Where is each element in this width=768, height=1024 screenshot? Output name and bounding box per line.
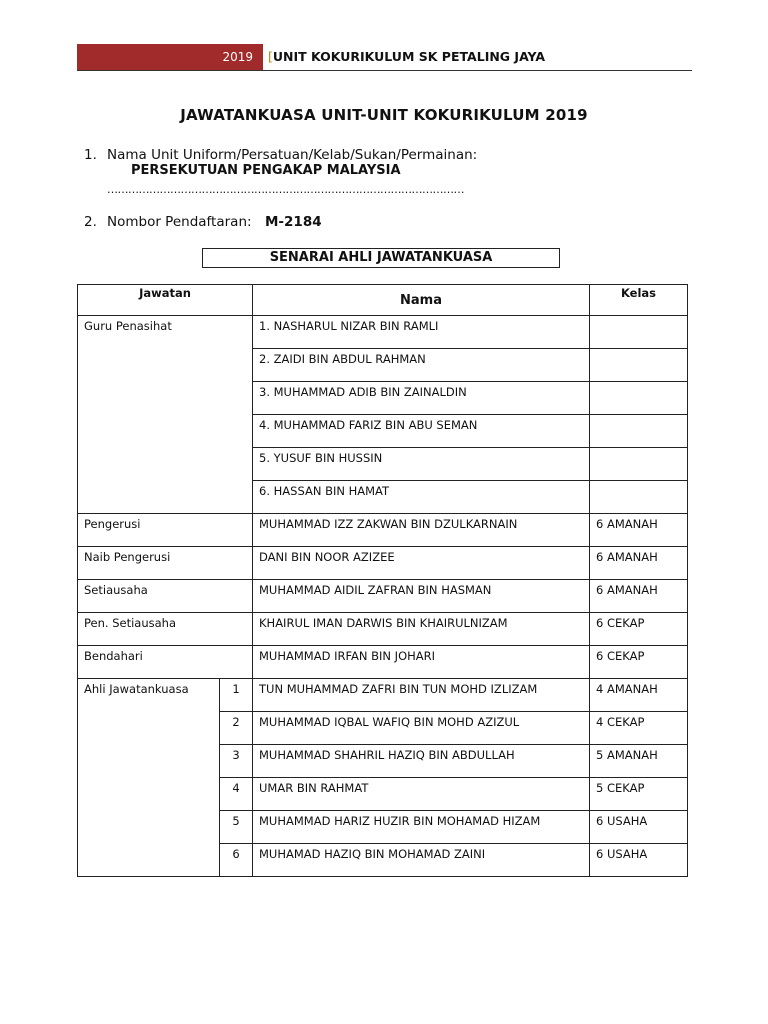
committee-list-title: SENARAI AHLI JAWATANKUASA <box>202 248 560 268</box>
ajk-nama: UMAR BIN RAHMAT <box>253 778 590 811</box>
guru-name: 5. YUSUF BIN HUSSIN <box>253 448 590 481</box>
officer-kelas: 6 AMANAH <box>590 580 688 613</box>
table-row <box>78 679 688 712</box>
ajk-nama: MUHAMMAD IQBAL WAFIQ BIN MOHD AZIZUL <box>253 712 590 745</box>
item2-number: 2. <box>84 214 97 230</box>
ajk-nama: TUN MUHAMMAD ZAFRI BIN TUN MOHD IZLIZAM <box>253 679 590 712</box>
ajk-kelas: 6 USAHA <box>590 844 688 877</box>
guru-kelas <box>590 316 688 349</box>
table-row <box>78 547 688 580</box>
officer-nama: MUHAMMAD IRFAN BIN JOHARI <box>253 646 590 679</box>
table-row <box>78 316 688 349</box>
item1-value: PERSEKUTUAN PENGAKAP MALAYSIA <box>131 163 401 178</box>
ajk-kelas: 4 CEKAP <box>590 712 688 745</box>
officer-kelas: 6 CEKAP <box>590 646 688 679</box>
header-title <box>268 49 545 64</box>
header-nama: Nama <box>253 285 590 316</box>
officer-nama: MUHAMMAD IZZ ZAKWAN BIN DZULKARNAIN <box>253 514 590 547</box>
ajk-number: 2 <box>220 712 253 745</box>
header-jawatan: Jawatan <box>78 285 253 316</box>
table-row <box>78 514 688 547</box>
header-title-text: UNIT KOKURIKULUM SK PETALING JAYA <box>272 49 546 64</box>
ajk-kelas: 5 AMANAH <box>590 745 688 778</box>
guru-kelas <box>590 382 688 415</box>
header-year-bar <box>77 44 263 71</box>
officer-nama: KHAIRUL IMAN DARWIS BIN KHAIRULNIZAM <box>253 613 590 646</box>
guru-kelas <box>590 448 688 481</box>
officer-kelas: 6 AMANAH <box>590 514 688 547</box>
ajk-kelas: 5 CEKAP <box>590 778 688 811</box>
officer-jawatan: Pen. Setiausaha <box>78 613 253 646</box>
document-title: JAWATANKUASA UNIT-UNIT KOKURIKULUM 2019 <box>180 106 588 124</box>
ajk-number: 4 <box>220 778 253 811</box>
officer-jawatan: Naib Pengerusi <box>78 547 253 580</box>
ajk-nama: MUHAMMAD HARIZ HUZIR BIN MOHAMAD HIZAM <box>253 811 590 844</box>
guru-name: 4. MUHAMMAD FARIZ BIN ABU SEMAN <box>253 415 590 448</box>
officer-nama: DANI BIN NOOR AZIZEE <box>253 547 590 580</box>
committee-table <box>77 284 688 877</box>
officer-kelas: 6 AMANAH <box>590 547 688 580</box>
ajk-number: 5 <box>220 811 253 844</box>
officer-nama: MUHAMMAD AIDIL ZAFRAN BIN HASMAN <box>253 580 590 613</box>
ajk-label: Ahli Jawatankuasa <box>78 679 220 877</box>
guru-name: 3. MUHAMMAD ADIB BIN ZAINALDIN <box>253 382 590 415</box>
officer-jawatan: Bendahari <box>78 646 253 679</box>
ajk-number: 1 <box>220 679 253 712</box>
item2-value: M-2184 <box>265 214 322 230</box>
ajk-kelas: 4 AMANAH <box>590 679 688 712</box>
table-header-row <box>78 285 688 316</box>
guru-kelas <box>590 415 688 448</box>
header-bracket: [ <box>268 49 273 64</box>
table-row <box>78 613 688 646</box>
ajk-nama: MUHAMMAD SHAHRIL HAZIQ BIN ABDULLAH <box>253 745 590 778</box>
table-row <box>78 580 688 613</box>
guru-name: 1. NASHARUL NIZAR BIN RAMLI <box>253 316 590 349</box>
header-rule <box>77 70 692 71</box>
item1-label: Nama Unit Uniform/Persatuan/Kelab/Sukan/Permainan: <box>107 147 478 163</box>
guru-penasihat-label: Guru Penasihat <box>78 316 253 514</box>
table-row <box>78 646 688 679</box>
item2-label: Nombor Pendaftaran: <box>107 214 252 230</box>
guru-kelas <box>590 349 688 382</box>
header-year: 2019 <box>222 50 253 64</box>
officer-jawatan: Setiausaha <box>78 580 253 613</box>
header-kelas: Kelas <box>590 285 688 316</box>
guru-kelas <box>590 481 688 514</box>
officer-jawatan: Pengerusi <box>78 514 253 547</box>
item1-dotted-line: ………………………………………………………………………………………… <box>107 183 464 196</box>
officer-kelas: 6 CEKAP <box>590 613 688 646</box>
guru-name: 2. ZAIDI BIN ABDUL RAHMAN <box>253 349 590 382</box>
guru-name: 6. HASSAN BIN HAMAT <box>253 481 590 514</box>
ajk-number: 6 <box>220 844 253 877</box>
ajk-number: 3 <box>220 745 253 778</box>
item1-number: 1. <box>84 147 97 163</box>
ajk-nama: MUHAMAD HAZIQ BIN MOHAMAD ZAINI <box>253 844 590 877</box>
ajk-kelas: 6 USAHA <box>590 811 688 844</box>
